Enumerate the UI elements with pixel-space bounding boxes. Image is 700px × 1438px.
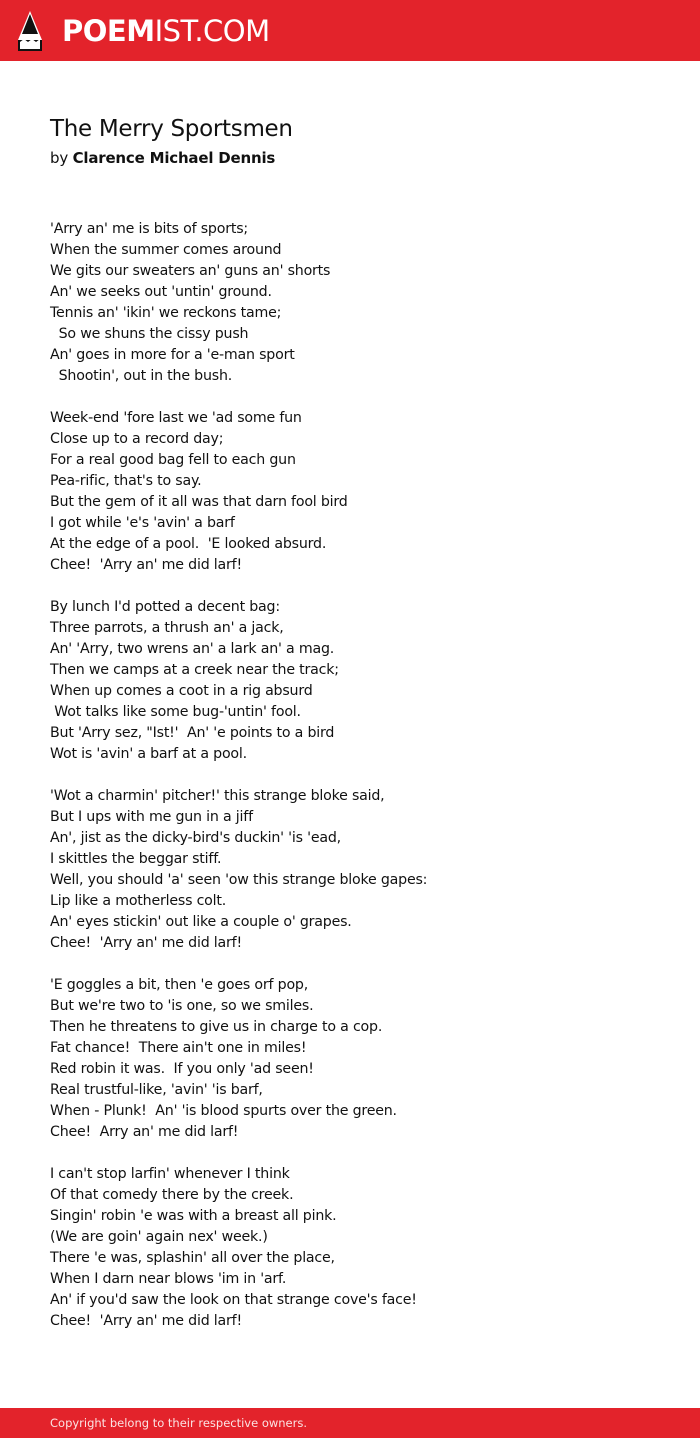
site-header (0, 0, 700, 61)
poem-line: We gits our sweaters an' guns an' shorts (50, 263, 331, 279)
poem-line: I skittles the beggar stiff. (50, 851, 222, 867)
poem-line: An' goes in more for a 'e-man sport (50, 347, 295, 363)
poem-line: Chee! 'Arry an' me did larf! (50, 1313, 242, 1329)
poem-title: The Merry Sportsmen (50, 116, 293, 142)
poem-line: When - Plunk! An' 'is blood spurts over the green. (50, 1103, 397, 1119)
poem-byline (50, 149, 275, 167)
poem-stanza (50, 219, 670, 387)
poem-line: But I ups with me gun in a jiff (50, 809, 253, 825)
poem-line: Close up to a record day; (50, 431, 224, 447)
poem-line: Fat chance! There ain't one in miles! (50, 1040, 307, 1056)
poem-line: So we shuns the cissy push (50, 326, 249, 342)
logo-light-text: IST.COM (154, 14, 270, 48)
poem-line: 'Arry an' me is bits of sports; (50, 221, 248, 237)
poem-line: Tennis an' 'ikin' we reckons tame; (50, 305, 282, 321)
poem-stanza (50, 408, 670, 576)
poem-line: But the gem of it all was that darn fool bird (50, 494, 348, 510)
poem-line: Red robin it was. If you only 'ad seen! (50, 1061, 314, 1077)
poem-line: When the summer comes around (50, 242, 282, 258)
poem-line: For a real good bag fell to each gun (50, 452, 296, 468)
poem-line: Then he threatens to give us in charge to a cop. (50, 1019, 383, 1035)
poem-line: Shootin', out in the bush. (50, 368, 233, 384)
poem-line: Lip like a motherless colt. (50, 893, 227, 909)
poem-line: Pea-rific, that's to say. (50, 473, 202, 489)
poem-author: Clarence Michael Dennis (72, 149, 276, 167)
poem-stanza (50, 1164, 670, 1332)
poem-line: By lunch I'd potted a decent bag: (50, 599, 280, 615)
poem-line: An' if you'd saw the look on that strange cove's face! (50, 1292, 417, 1308)
poem-line: Three parrots, a thrush an' a jack, (50, 620, 284, 636)
poem-line: Chee! 'Arry an' me did larf! (50, 935, 242, 951)
by-label: by (50, 149, 68, 167)
poem-line: Singin' robin 'e was with a breast all pink. (50, 1208, 337, 1224)
poem-line: (We are goin' again nex' week.) (50, 1229, 268, 1245)
poem-line: Well, you should 'a' seen 'ow this strange bloke gapes: (50, 872, 428, 888)
poem-line: At the edge of a pool. 'E looked absurd. (50, 536, 327, 552)
site-logo[interactable] (62, 12, 270, 50)
poem-line: Chee! Arry an' me did larf! (50, 1124, 239, 1140)
poem-line: Of that comedy there by the creek. (50, 1187, 294, 1203)
poem-body (50, 219, 670, 1353)
copyright-text: Copyright belong to their respective owners. (50, 1416, 308, 1430)
logo-bold-text: POEM (62, 14, 155, 48)
poem-line: Real trustful-like, 'avin' 'is barf, (50, 1082, 263, 1098)
poem-stanza (50, 975, 670, 1143)
poem-line: An' 'Arry, two wrens an' a lark an' a mag. (50, 641, 335, 657)
poem-line: There 'e was, splashin' all over the place, (50, 1250, 335, 1266)
poem-stanza (50, 786, 670, 954)
poem-line: An' eyes stickin' out like a couple o' grapes. (50, 914, 352, 930)
poem-line: Then we camps at a creek near the track; (50, 662, 339, 678)
poem-line: 'E goggles a bit, then 'e goes orf pop, (50, 977, 309, 993)
poem-line: When I darn near blows 'im in 'arf. (50, 1271, 287, 1287)
poem-line: 'Wot a charmin' pitcher!' this strange bloke said, (50, 788, 385, 804)
site-footer (0, 1408, 700, 1438)
poem-line: I got while 'e's 'avin' a barf (50, 515, 235, 531)
poem-line: When up comes a coot in a rig absurd (50, 683, 313, 699)
poem-line: I can't stop larfin' whenever I think (50, 1166, 290, 1182)
poem-stanza (50, 597, 670, 765)
poem-line: But 'Arry sez, "Ist!' An' 'e points to a bird (50, 725, 335, 741)
poem-line: Wot is 'avin' a barf at a pool. (50, 746, 247, 762)
poem-line: Week-end 'fore last we 'ad some fun (50, 410, 302, 426)
poem-line: Wot talks like some bug-'untin' fool. (50, 704, 301, 720)
poem-line: But we're two to 'is one, so we smiles. (50, 998, 314, 1014)
pencil-logo-icon[interactable] (18, 10, 42, 52)
poem-line: Chee! 'Arry an' me did larf! (50, 557, 242, 573)
poem-line: An', jist as the dicky-bird's duckin' 'is 'ead, (50, 830, 341, 846)
poem-line: An' we seeks out 'untin' ground. (50, 284, 272, 300)
